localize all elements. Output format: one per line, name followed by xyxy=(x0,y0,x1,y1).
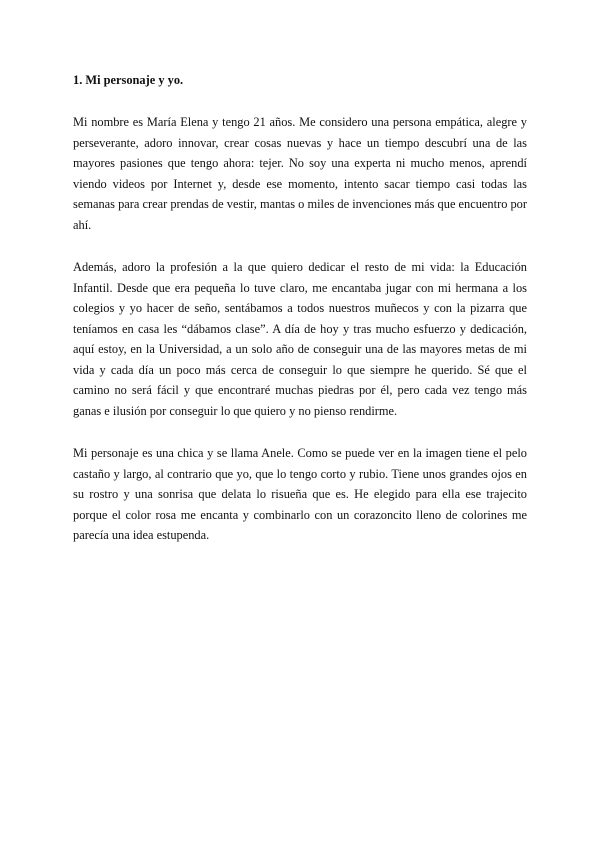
paragraph-intro: Mi nombre es María Elena y tengo 21 años. Me considero una persona empática, alegre y perseverante, adoro innovar, crear cosas nuevas y hace un tiempo descubrí una de las mayores pasiones que tengo ahora: tejer. No soy una experta ni mucho menos, aprendí viendo videos por Internet y, desde ese momento, intento sacar tiempo casi todas las semanas para crear prendas de vestir, mantas o miles de invenciones más que encuentro por ahí. xyxy=(73,115,528,232)
paragraph-character: Mi personaje es una chica y se llama Anele. Como se puede ver en la imagen tiene el pelo castaño y largo, al contrario que yo, que lo tengo corto y rubio. Tiene unos grandes ojos en su rostro y una sonrisa que delata lo risueña que es. He elegido para ella ese trajecito porque el color rosa me encanta y combinarlo con un corazoncito lleno de colorines me parecía una idea estupenda. xyxy=(73,446,527,542)
paragraph-profession: Además, adoro la profesión a la que quiero dedicar el resto de mi vida: la Educación Infantil. Desde que era pequeña lo tuve claro, me encantaba jugar con mi hermana a los colegios y yo hacer de seño, sentábamos a todos nuestros muñecos y con la pizarra que teníamos en casa les “dábamos clase”. A día de hoy y tras mucho esfuerzo y dedicación, aquí estoy, en la Universidad, a un solo año de conseguir una de las mayores metas de mi vida y cada día un poco más cerca de conseguir lo que siempre he querido. Sé que el camino no será fácil y que encontraré muchas piedras por él, pero cada vez tengo más ganas e ilusión por conseguir lo que quiero y no pienso rendirme. xyxy=(73,260,527,418)
document-body xyxy=(73,70,527,568)
section-heading: 1. Mi personaje y yo. xyxy=(73,73,184,87)
